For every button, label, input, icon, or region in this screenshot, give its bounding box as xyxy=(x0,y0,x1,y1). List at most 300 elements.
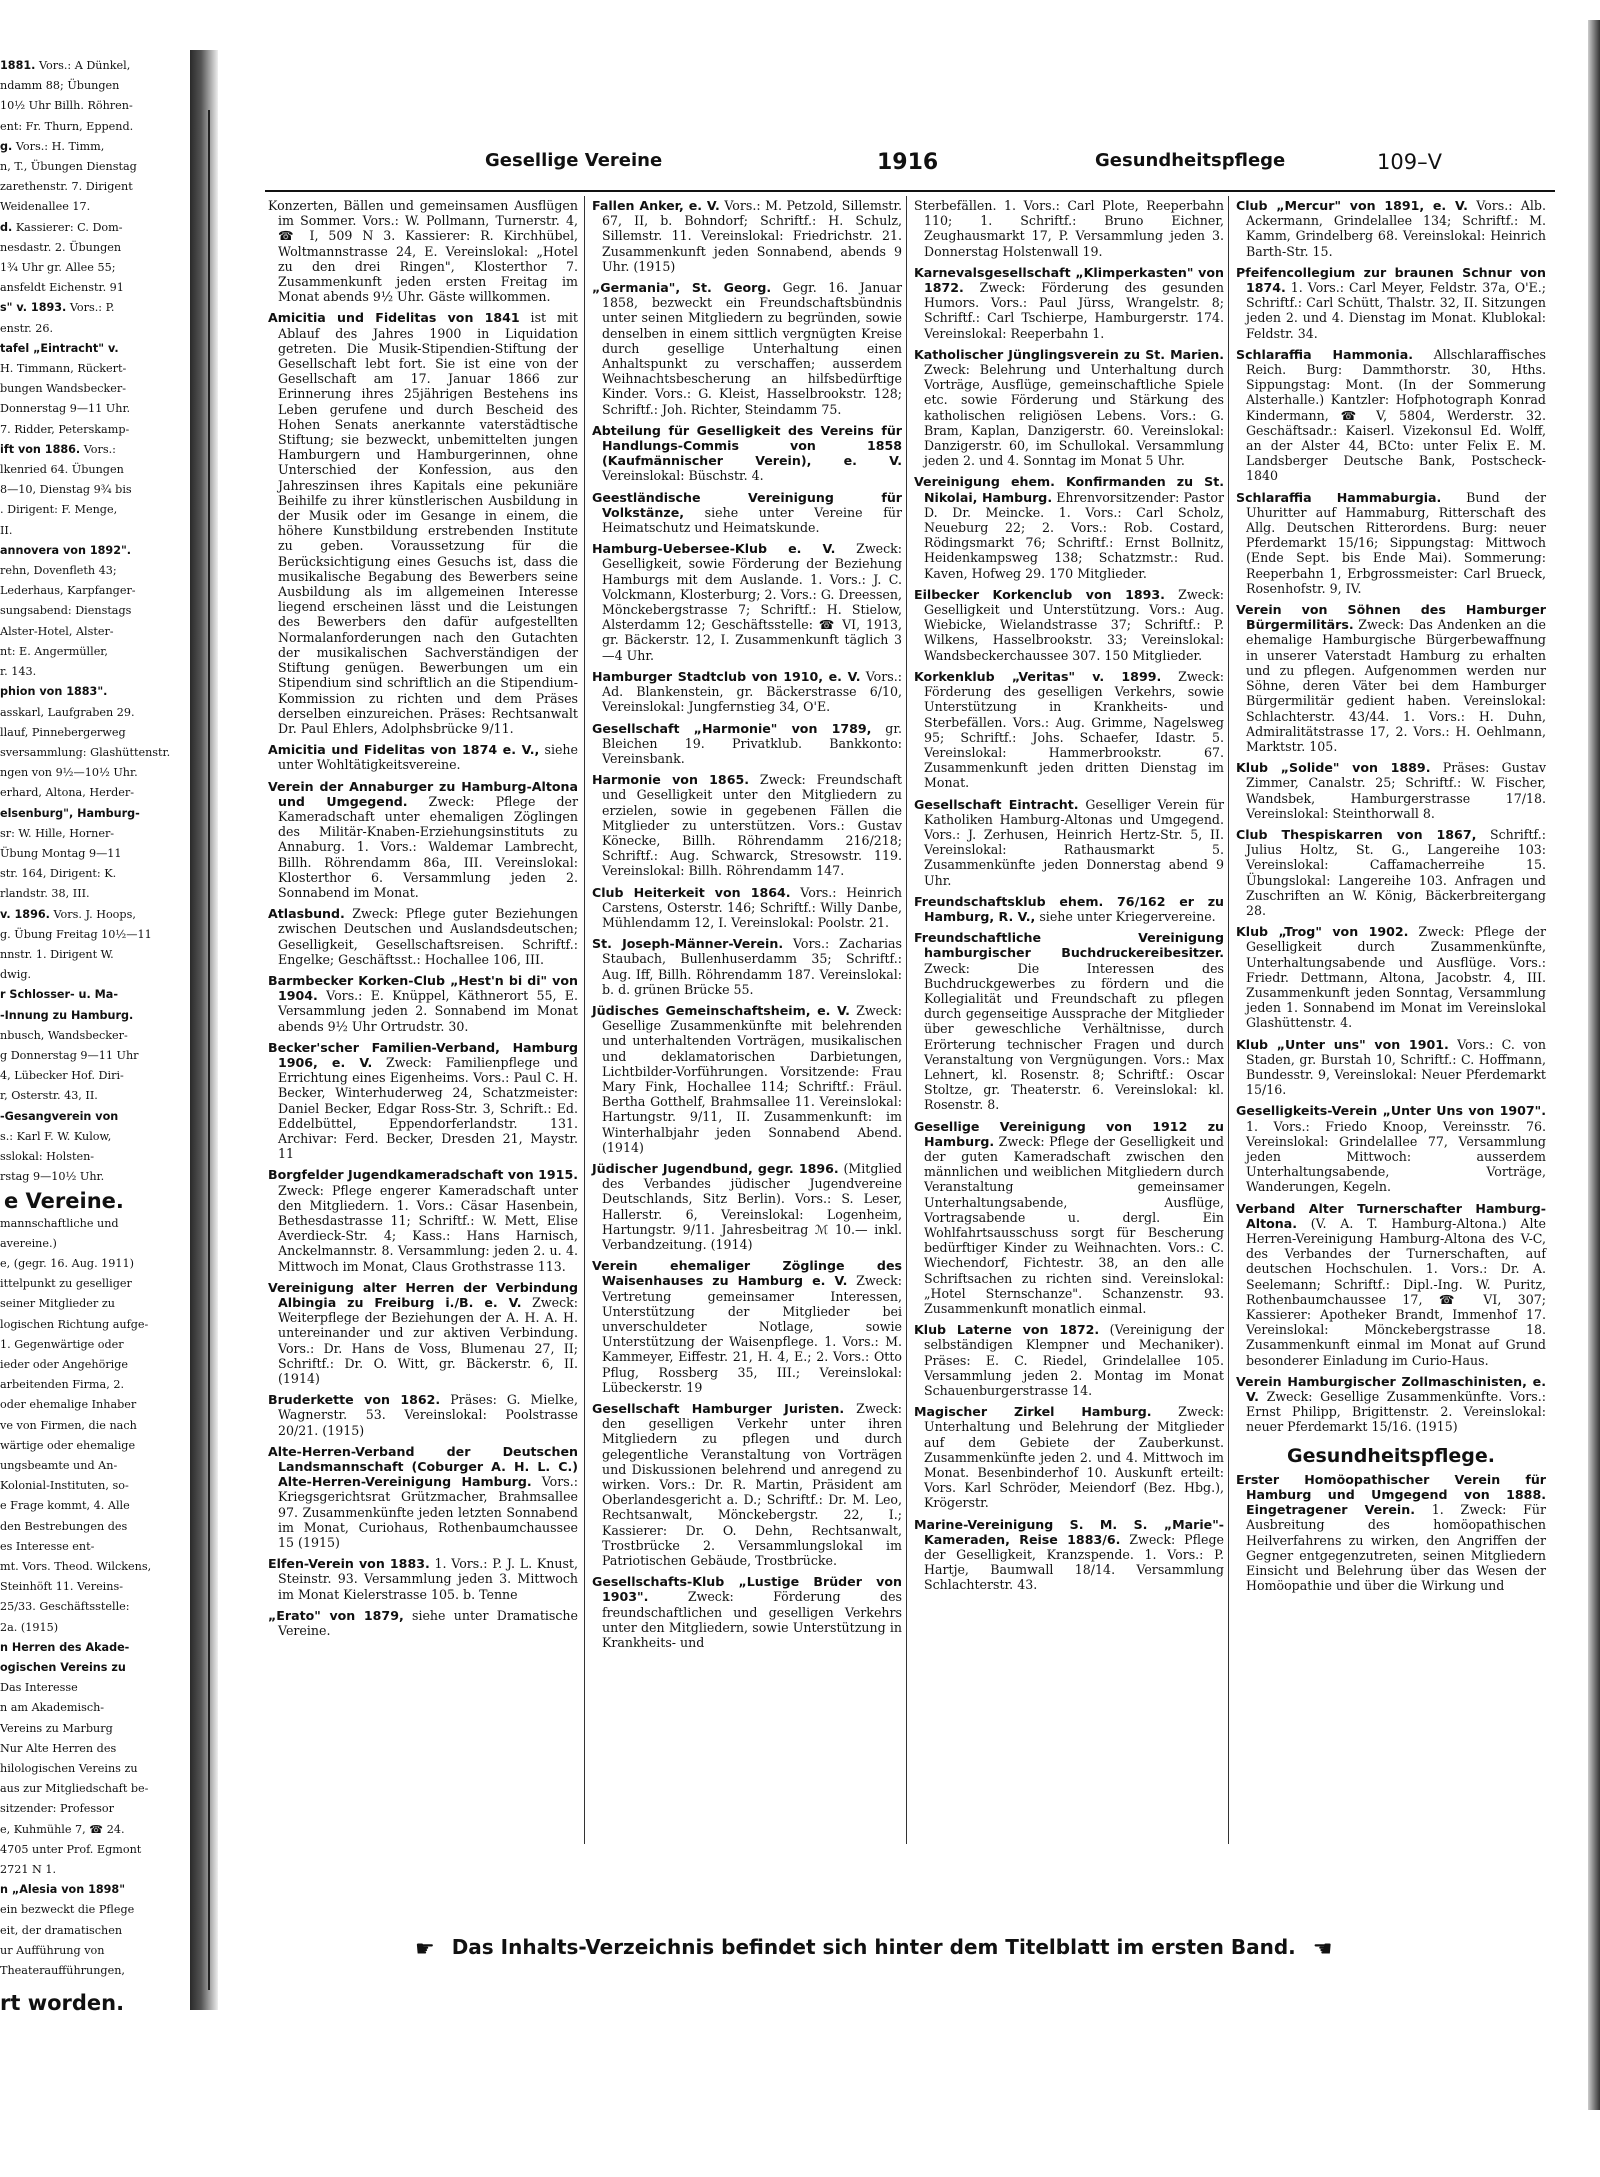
left-page-entries xyxy=(0,58,188,1184)
entry-text: Zweck: Geselligkeit und Unterstützung. Vors.: Aug. Wiebicke, Wielandstrasse 37; Schriftf.: P. Wilkens, Hasselbrookstr. 33; Vereinslokal: Wandsbeckerchaussee 307. 150 Mitglieder. xyxy=(924,586,1224,663)
directory-entry xyxy=(0,806,188,821)
entry-text: enstr. 26. xyxy=(0,321,54,335)
entry-text: hilologischen Vereins zu xyxy=(0,1762,138,1776)
directory-entry xyxy=(0,401,188,416)
directory-entry xyxy=(268,310,578,736)
directory-entry xyxy=(914,894,1224,924)
directory-entry xyxy=(0,866,188,881)
entry-title: Verein Hamburgischer Zollmaschinisten, e. V. xyxy=(1236,1373,1546,1405)
entry-text: Donnerstag 9—11 Uhr. xyxy=(0,402,131,416)
directory-entry xyxy=(1236,1201,1546,1368)
entry-text: Zweck: Gesellige Zusammenkünfte. Vors.: Ernst Philipp, Brigittenstr. 2. Vereinslokal: neuer Pferdemarkt 15/16. (1915) xyxy=(1246,1389,1546,1435)
directory-entry xyxy=(0,220,188,235)
entry-text: nesdastr. 2. Übungen xyxy=(0,240,122,254)
directory-entry xyxy=(0,785,188,800)
entry-title: Eilbecker Korkenclub von 1893. xyxy=(914,586,1165,602)
directory-entry xyxy=(0,967,188,982)
entry-text: ansfeldt Eichenstr. 91 xyxy=(0,281,124,295)
directory-entry xyxy=(0,1068,188,1083)
entry-text: Vors.: Heinrich Carstens, Osterstr. 146; Schriftf.: Willy Danbe, Mühlendamm 12, I. Vereinslokal: Poolstr. 21. xyxy=(602,884,902,930)
entry-text: nnstr. 1. Dirigent W. xyxy=(0,947,114,961)
directory-entry xyxy=(0,1559,188,1574)
entry-text: Zweck: Familienpflege und Errichtung eines Eigenheims. Vors.: Paul C. H. Becker, Winterhuderweg 24, Schatzmeister: Daniel Becker, Edgar Ross-Str. 3, Schrift.: Ed. Eddelbüttel, Eppendorferlandstr. 131. Archivar: Ferd. Becker, Dresden 21, Maystr. 11 xyxy=(278,1054,578,1162)
entry-title: Abteilung für Geselligkeit des Vereins für Handlungs-Commis von 1858 (Kaufmännischer Verein), e. V. xyxy=(592,422,902,469)
directory-entry xyxy=(1236,1103,1546,1194)
entry-text: sr: W. Hille, Horner- xyxy=(0,826,115,840)
entry-text: ent: Fr. Thurn, Eppend. xyxy=(0,119,134,133)
entry-title: St. Joseph-Männer-Verein. xyxy=(592,936,784,952)
directory-entry xyxy=(0,1216,188,1231)
entry-text: II. xyxy=(0,523,13,537)
directory-entry xyxy=(914,1517,1224,1593)
directory-entry xyxy=(1236,198,1546,259)
entry-text: 1. Vors.: Friedo Knoop, Vereinsstr. 76. Vereinslokal: Grindelallee 77, Versammlung jeden Mittwoch: ausserdem Unterhaltungsabende, Vorträge, Wanderungen, Kegeln. xyxy=(1246,1118,1546,1195)
directory-entry xyxy=(592,1161,902,1252)
directory-entry xyxy=(0,1539,188,1554)
entry-title: ogischen Vereins zu xyxy=(0,1661,126,1675)
directory-entry xyxy=(0,1458,188,1473)
entry-text: Weidenallee 17. xyxy=(0,200,91,214)
directory-entry xyxy=(0,1761,188,1776)
directory-entry xyxy=(268,1167,578,1273)
directory-entry xyxy=(268,973,578,1034)
entry-text: siehe unter Vereine für Heimatschutz und Heimatskunde. xyxy=(602,504,902,536)
entry-text: ve von Firmen, die nach xyxy=(0,1418,137,1432)
directory-entry xyxy=(0,1256,188,1271)
entry-text: Allschlaraffisches Reich. Burg: Dammthorstr. 30, Hths. Sippungstag: Mont. (In der Sommerung Alsterhalle.) Kantzler: Hofphotograph Konrad Kindermann, ☎ V, 5804, Werderstr. 32. Geschäftsadr.: Kaiserl. Vizekonsul Ed. Wolff, an der Alster 44, BCto: unter Felix E. M. Landsberger Deutsche Bank, Postscheck- 1840 xyxy=(1246,346,1546,484)
directory-entry xyxy=(914,587,1224,663)
entry-title: Korkenklub „Veritas" v. 1899. xyxy=(914,668,1162,684)
entry-text: Vors.: M. Petzold, Sillemstr. 67, II, b. Bohndorf; Schriftf.: H. Schulz, Sillemstr. 11. Vereinslokal: Friedrichstr. 21. Zusammenkunft jeden Sonnabend, abends 9 Uhr. (1915) xyxy=(602,198,902,274)
entry-text: sversammlung: Glashüttenstr. xyxy=(0,745,171,759)
entry-text: 4705 unter Prof. Egmont xyxy=(0,1842,142,1856)
entry-text: den Bestrebungen des xyxy=(0,1519,128,1533)
directory-entry xyxy=(0,745,188,760)
entry-text: seiner Mitglieder zu xyxy=(0,1297,115,1311)
entry-text: ein bezweckt die Pflege xyxy=(0,1903,135,1917)
entry-title: Bruderkette von 1862. xyxy=(268,1392,441,1408)
directory-entry xyxy=(0,1620,188,1635)
entry-title: 1881. xyxy=(0,59,36,72)
entry-text: Zweck: Geselligkeit, sowie Förderung der Beziehung Hamburgs mit dem Auslande. 1. Vors.: J. C. Volckmann, Klosterburg; 2. Vors.: G. Dreessen, Mönckebergstrasse 7; Schriftf.: H. Stielow, Alsterdamm 12; Geschäftsstelle: ☎ VI, 1913, gr. Bäckerstr. 12, I. Zusammenkunft täglich 3—4 Uhr. xyxy=(602,541,902,663)
directory-entry xyxy=(0,644,188,659)
pointing-hand-right-icon: ☛ xyxy=(415,1937,435,1962)
entry-title: Verband Alter Turnerschafter Hamburg-Altona. xyxy=(1236,1200,1546,1231)
entry-title: tafel „Eintracht" v. xyxy=(0,341,119,355)
directory-entry xyxy=(0,1741,188,1756)
entry-text: g Donnerstag 9—11 Uhr xyxy=(0,1048,139,1062)
entry-text: 8—10, Dienstag 9¾ bis xyxy=(0,483,132,497)
entry-text: s.: Karl F. W. Kulow, xyxy=(0,1129,112,1143)
entry-text: Bund der Uhuritter auf Hammaburg, Ritterschaft des Allg. Deutschen Ritterordens. Burg: neuer Pferdemarkt 15/16; Sippungstag: Mittwoch (Ende Sept. bis Ende Mai). Sommerung: Reeperbahn 1, Erbgrossmeister: Carl Brueck, Rosenhofstr. 9, IV. xyxy=(1246,489,1546,596)
entry-title: n Herren des Akade- xyxy=(0,1640,130,1654)
entry-text: ur Aufführung von xyxy=(0,1943,105,1957)
entry-text: ist mit Ablauf des Jahres 1900 in Liquidation getreten. Die Musik-Stipendien-Stiftung der Gesellschaft lebt fort. Sie ist eine von der Gesellschaft am 17. Januar 1866 zur Erinnerung ihres 25jährigen Bestehens ins Leben gerufene und durch Bescheid des Hohen Senats anerkannte vaterstädtische Stiftung; sie bezweckt, unbemittelten jungen Hamburgern und Hamburgerinnen, ohne Unterschied der Konfession, aus den Jahreszinsen ihres Kapitals eine pekuniäre Beihilfe zu ihrer künstlerischen Ausbildung in der Musik oder im Gesange in einem, die höhere Kunstbildung erstrebenden Institute zu geben. Voraussetzung für die Berücksichtigung eines Gesuchs ist, dass die musikalische Begabung des Bewerbers seine Ausbildung als im allgemeinen Interesse liegend erscheinen lässt und die Leistungen des Bewerbers den dafür aufgestellten Normalanforderungen nach den Gutachten der musikalischen Sachverständigen der Stiftung genügen. Bewerbungen um ein Stipendium sind schriftlich an die Stipendium-Kommission zu richten und dem Präses derselben einzureichen. Präses: Rechtsanwalt Dr. Paul Ehlers, Adolphsbrücke 9/11. xyxy=(278,310,578,736)
directory-entry xyxy=(0,765,188,780)
entry-text: llauf, Pinnebergerweg xyxy=(0,725,126,739)
directory-entry xyxy=(0,462,188,477)
directory-entry xyxy=(0,725,188,740)
entry-text: lkenried 64. Übungen xyxy=(0,463,124,477)
entry-title: Hamburg-Uebersee-Klub e. V. xyxy=(592,541,836,557)
directory-entry xyxy=(0,321,188,336)
entry-text: Vors.: Zacharias Staubach, Bullenhuserdamm 35; Schriftf.: Aug. Iff, Billh. Röhrendamm 187. Vereinslokal: b. d. grünen Brücke 55. xyxy=(602,936,902,997)
entry-title: Vereinigung ehem. Konfirmanden zu St. Nikolai, Hamburg. xyxy=(914,474,1224,505)
entry-text: Vors.: Kriegsgerichtsrat Grützmacher, Brahmsallee 97. Zusammenkünfte jeden letzten Sonnabend im Monat, Curiohaus, Rothenbaumchaussee 15 (1915) xyxy=(278,1474,578,1551)
entry-title: Klub „Trog" von 1902. xyxy=(1236,924,1409,940)
entry-title: Jüdisches Gemeinschaftsheim, e. V. xyxy=(592,1002,850,1018)
entry-title: Amicitia und Fidelitas von 1841 xyxy=(268,310,520,326)
entry-text: 25/33. Geschäftsstelle: xyxy=(0,1600,130,1614)
entry-text: Gegr. 16. Januar 1858, bezweckt ein Freundschaftsbündnis unter seinen Mitgliedern zu begründen, sowie denselben in einem sittlich vergnügten Kreise durch gesellige Unterhaltung einen Anhaltspunkt zu verschaffen; ausserdem Weihnachtsbescherung an hilfsbedürftige Kinder. Vors.: G. Kleist, Hasselbrookstr. 128; Schriftf.: Joh. Richter, Steindamm 75. xyxy=(602,280,902,417)
entry-text: n am Akademisch- xyxy=(0,1701,105,1715)
entry-text: 4, Lübecker Hof. Diri- xyxy=(0,1069,124,1083)
directory-entry xyxy=(0,240,188,255)
directory-entry xyxy=(0,987,188,1002)
entry-text: 7. Ridder, Peterskamp- xyxy=(0,422,130,436)
directory-entry xyxy=(1236,760,1546,821)
directory-entry xyxy=(914,930,1224,1112)
entry-title: r Schlosser- u. Ma- xyxy=(0,988,118,1002)
directory-entry xyxy=(0,583,188,598)
directory-entry xyxy=(1236,490,1546,596)
directory-entry xyxy=(592,1574,902,1650)
entry-text: r, Osterstr. 43, II. xyxy=(0,1089,98,1103)
entry-title: „Germania", St. Georg. xyxy=(592,280,772,296)
directory-entry xyxy=(0,1236,188,1251)
entry-text: Zweck: Förderung des geselligen Verkehrs, sowie Unterstützung in Krankheits- und Sterbefällen. Vors.: Aug. Grimme, Nagelsweg 95; Schriftf.: Johs. Schaefer, Idastr. 5. Vereinslokal: Hammerbrookstr. 67. Zusammenkunft jeden dritten Dienstag im Monat. xyxy=(924,668,1224,791)
directory-entry xyxy=(0,1943,188,1958)
entry-text: Vors.: E. Knüppel, Käthnerort 55, E. Versammlung jeden 2. Sonnabend im Monat abends 9½ Uhr Ortrudstr. 30. xyxy=(278,988,578,1034)
entry-text: rstag 9—10½ Uhr. xyxy=(0,1170,105,1184)
directory-entry xyxy=(0,482,188,497)
entry-text: Vors.: C. von Staden, gr. Burstah 10, Schriftf.: C. Hoffmann, Bundesstr. 9, Vereinslokal: Neuer Pferdemarkt 15/16. xyxy=(1246,1036,1546,1098)
directory-entry xyxy=(268,779,578,901)
directory-entry xyxy=(0,1519,188,1534)
directory-entry xyxy=(0,846,188,861)
directory-entry xyxy=(0,1028,188,1043)
directory-entry xyxy=(0,1478,188,1493)
entry-text: siehe unter Dramatische Vereine. xyxy=(278,1607,578,1639)
entry-text: siehe unter Wohltätigkeitsvereine. xyxy=(278,742,578,773)
entry-text: avereine.) xyxy=(0,1236,57,1250)
directory-entry xyxy=(592,721,902,767)
entry-title: Klub „Solide" von 1889. xyxy=(1236,760,1431,776)
directory-entry xyxy=(0,98,188,113)
entry-text: Zweck: Pflege der Geselligkeit und der guten Kameradschaft zwischen den männlichen und weiblichen Mitgliedern durch Veranstaltung gemeinsamer Unterhaltungsabende, Ausflüge, Vortragsabende u. dergl. Ein Wohlfahrtsausschuss sorgt für Bescherung bedürftiger Kinder zu Weihnachten. Vors.: C. Wiechendorf, Fichtestr. 38, an den alle Schriftsachen zu richten sind. Vereinslokal: „Hotel Sternschanze". Schanzenstr. 93. Zusammenkunft monatlich einmal. xyxy=(924,1133,1224,1317)
entry-title: Elfen-Verein von 1883. xyxy=(268,1556,430,1572)
page-header xyxy=(265,150,1555,180)
entry-text: Zweck: Vertretung gemeinsamer Interessen, Unterstützung der Mitglieder bei unverschuldeter Notlage, sowie Unterstützung der Waisenpflege. 1. Vors.: M. Kammeyer, Eiffestr. 21, H. 4, E.; 2. Vors.: Otto Pflug, Rossberg 35, III.; Vereinslokal: Lübeckerstr. 19 xyxy=(602,1273,903,1395)
entry-text: Präses: G. Mielke, Wagnerstr. 53. Vereinslokal: Poolstrasse 20/21. (1915) xyxy=(278,1392,578,1438)
entry-text: g. Übung Freitag 10½—11 xyxy=(0,927,152,941)
entry-text: H. Timmann, Rückert- xyxy=(0,362,127,376)
directory-entry xyxy=(0,705,188,720)
entry-title: Freundschaftsklub ehem. 76/162 er zu Hamburg, R. V., xyxy=(914,893,1224,924)
column-divider xyxy=(906,196,907,1844)
entry-text: Vors.: A Dünkel, xyxy=(35,59,131,72)
directory-entry xyxy=(0,1599,188,1614)
directory-entry xyxy=(592,772,902,878)
directory-entry xyxy=(914,1119,1224,1317)
entry-title: Barmbecker Korken-Club „Hest'n bi di" von 1904. xyxy=(268,972,578,1004)
entry-title: Harmonie von 1865. xyxy=(592,772,749,788)
entry-text: sungsabend: Dienstags xyxy=(0,604,132,618)
page-footer xyxy=(405,1935,1505,1965)
entry-title: Vereinigung alter Herren der Verbindung Albingia zu Freiburg i./B. e. V. xyxy=(268,1279,578,1311)
entry-text: Vors. J. Hoops, xyxy=(49,907,136,921)
entry-title: Pfeifencollegium zur braunen Schnur von 1874. xyxy=(1236,264,1546,296)
entry-text: Vereinslokal: Büschstr. 4. xyxy=(602,468,764,484)
entry-title: ift von 1886. xyxy=(0,442,81,456)
text-column-4 xyxy=(1236,198,1546,1853)
directory-entry xyxy=(268,1444,578,1550)
entry-text: Geselliger Verein für Katholiken Hamburg-Altonas und Umgegend. Vors.: J. Zerhusen, Heinrich Hertz-Str. 5, II. Vereinslokal: Rathausmarkt 5. Zusammenkünfte jeden Donnerstag abend 9 Uhr. xyxy=(924,796,1224,888)
directory-entry xyxy=(592,1401,902,1568)
entry-text: Das Interesse xyxy=(0,1681,78,1695)
entry-text: Zweck: Weiterpflege der Beziehungen der A. H. A. H. untereinander und zur aktiven Verbindung. Vors.: Dr. Hans de Voss, Blumenau 27, II; Schriftf.: Dr. O. Witt, gr. Bäckerstr. 6, II. (1914) xyxy=(278,1295,578,1387)
entry-text: Steinhöft 11. Vereins- xyxy=(0,1580,123,1594)
entry-text: nbusch, Wandsbecker- xyxy=(0,1028,128,1042)
entry-text: Zweck: Förderung des freundschaftlichen und geselligen Verkehrs unter den Mitgliedern, sowie Unterstützung in Krankheits- und xyxy=(602,1589,902,1651)
page-number: 109–V xyxy=(1377,150,1442,174)
directory-entry xyxy=(0,1660,188,1675)
directory-entry xyxy=(0,1008,188,1023)
directory-entry xyxy=(0,1801,188,1816)
entry-title: v. 1896. xyxy=(0,907,50,921)
directory-entry xyxy=(0,300,188,315)
entry-text: r. 143. xyxy=(0,665,37,679)
entry-text: Kolonial-Instituten, so- xyxy=(0,1479,129,1493)
directory-entry xyxy=(1236,265,1546,341)
text-column-1 xyxy=(268,198,578,1853)
entry-text: 2721 N 1. xyxy=(0,1863,57,1877)
entry-text: (Vereinigung der selbständigen Klempner und Mechaniker). Präses: E. C. Riedel, Grindelallee 105. Versammlung jeden 2. Montag im Monat Schauenburgerstrasse 14. xyxy=(924,1322,1224,1399)
entry-text: oder ehemalige Inhaber xyxy=(0,1398,137,1412)
footer-note: Das Inhalts-Verzeichnis befindet sich hinter dem Titelblatt im ersten Band. xyxy=(451,1935,1296,1959)
column-divider xyxy=(1228,196,1229,1844)
directory-entry xyxy=(914,1404,1224,1510)
directory-entry xyxy=(592,198,902,274)
entry-title: -Innung zu Hamburg. xyxy=(0,1008,134,1022)
directory-entry xyxy=(914,198,1224,259)
entry-title: Marine-Vereinigung S. M. S. „Marie"-Kameraden, Reise 1883/6. xyxy=(914,1516,1224,1547)
entry-title: Klub „Unter uns" von 1901. xyxy=(1236,1036,1449,1052)
directory-entry xyxy=(0,603,188,618)
entry-text: Vors.: H. Timm, xyxy=(12,139,105,153)
entry-title: n „Alesia von 1898" xyxy=(0,1883,126,1897)
entry-text: ndamm 88; Übungen xyxy=(0,79,120,93)
directory-entry xyxy=(0,1862,188,1877)
entry-text: str. 164, Dirigent: K. xyxy=(0,867,117,881)
directory-entry xyxy=(0,1882,188,1897)
entry-text: (Mitglied des Verbandes jüdischer Jugendvereine Deutschlands, Sitz Berlin). Vors.: S. Leser, Hallerstr. 6, Vereinslokal: Logenheim, Hartungstr. 9/11. Jahresbeitrag ℳ 10.— inkl. Verbandzeitung. (1914) xyxy=(602,1160,902,1252)
entry-text: rlandstr. 38, III. xyxy=(0,887,90,901)
entry-text: siehe unter Kriegervereine. xyxy=(1035,908,1216,924)
directory-entry xyxy=(1236,347,1546,484)
entry-title: Amicitia und Fidelitas von 1874 e. V., xyxy=(268,742,540,758)
directory-entry xyxy=(0,1963,188,1978)
directory-entry xyxy=(0,502,188,517)
directory-entry xyxy=(0,624,188,639)
directory-entry xyxy=(914,474,1224,580)
entry-text: eit, der dramatischen xyxy=(0,1923,123,1937)
entry-text: Zweck: Pflege engerer Kameradschaft unter den Mitgliedern. 1. Vors.: Cäsar Hasenbein, Bethesdastrasse 11; Schriftf.: W. Mett, Elise Averdieck-Str. 4; Kass.: Hans Harnisch, Anckelmannstr. 8. Versammlung: jeden 2. u. 4. Mittwoch im Monat, Claus Grothstrasse 113. xyxy=(278,1182,578,1274)
header-left-title: Gesellige Vereine xyxy=(485,150,663,171)
text-column-3 xyxy=(914,198,1224,1853)
directory-entry xyxy=(592,1003,902,1155)
directory-entry xyxy=(0,927,188,942)
directory-entry xyxy=(0,1498,188,1513)
directory-entry xyxy=(0,442,188,457)
entry-title: Freundschaftliche Vereinigung hamburgischer Buchdruckereibesitzer. xyxy=(914,930,1224,961)
entry-title: Katholischer Jünglingsverein zu St. Marien. xyxy=(914,346,1224,362)
entry-title: phion von 1883". xyxy=(0,685,108,699)
entry-text: Zweck: Pflege der Geselligkeit durch Zusammenkünfte, Unterhaltungsabende und Ausflüge. Vors.: Friedr. Dettmann, Altona, Jacobstr. 4, III. Zusammenkunft jeden Sonntag, Versammlung jeden 1. Sonnabend im Monat im Vereinslokal Glashüttenstr. 4. xyxy=(1246,924,1546,1031)
directory-entry xyxy=(0,1579,188,1594)
entry-text: sslokal: Holsten- xyxy=(0,1149,95,1163)
entry-title: Club Heiterkeit von 1864. xyxy=(592,884,791,900)
directory-entry xyxy=(0,58,188,73)
directory-entry xyxy=(0,1721,188,1736)
entry-title: Verein von Söhnen des Hamburger Bürgermilitärs. xyxy=(1236,602,1546,633)
entry-title: Gesellschaft „Harmonie" von 1789, xyxy=(592,720,872,736)
entry-text: Zweck: Freundschaft und Geselligkeit unter den Mitgliedern zu erzielen, sowie in gegebenen Fällen die Mitglieder zu unterstützen. Vors.: Gustav Könecke, Billh. Röhrendamm 216/218; Schriftf.: Aug. Schwarck, Stresowstr. 119. Vereinslokal: Billh. Röhrendamm 147. xyxy=(602,772,902,879)
directory-entry xyxy=(0,1129,188,1144)
entry-title: Becker'scher Familien-Verband, Hamburg 1906, e. V. xyxy=(268,1039,578,1070)
entry-title: Gesellschaft Hamburger Juristen. xyxy=(592,1401,845,1417)
entry-text: Zweck: Gesellige Zusammenkünfte mit belehrenden und unterhaltenden Vorträgen, musikalischen und deklamatorischen Darbietungen, Lichtbilder-Vorführungen. Vorsitzende: Frau Mary Fink, Hochallee 114; Schriftf.: Fräul. Bertha Gotthelf, Brahmsallee 11. Vereinslokal: Hartungstr. 9/11, II. Zusammenkunft: im Winterhalbjahr jeden Sonnabend Abend. (1914) xyxy=(602,1002,902,1155)
pointing-hand-left-icon: ☚ xyxy=(1312,1937,1333,1962)
entry-text: Zweck: Pflege der Geselligkeit, Kranzspende. 1. Vors.: P. Hartje, Baumwall 18/14. Versammlung Schlachterstr. 43. xyxy=(924,1531,1225,1593)
directory-entry xyxy=(0,684,188,699)
entry-title: Verein ehemaliger Zöglinge des Waisenhauses zu Hamburg e. V. xyxy=(592,1258,902,1289)
directory-entry xyxy=(0,563,188,578)
directory-entry xyxy=(1236,827,1546,918)
entry-title: Karnevalsgesellschaft „Klimperkasten" von 1872. xyxy=(914,264,1224,296)
entry-text: e, (gegr. 16. Aug. 1911) xyxy=(0,1256,135,1270)
directory-entry xyxy=(268,1280,578,1386)
entry-text: Schriftf.: Julius Holtz, St. G., Langereihe 103: Vereinslokal: Caffamacherreihe 15. Übungslokal: Langereihe 103. Anfragen und Zuschriften an W. König, Bäckerbreitergang 28. xyxy=(1246,826,1546,918)
directory-entry xyxy=(0,361,188,376)
entry-text: zarethenstr. 7. Dirigent xyxy=(0,180,133,194)
entry-text: Zweck: Pflege guter Beziehungen zwischen Deutschen und Auslandsdeutschen; Geselligkeit, Gesellschaftsreisen. Schriftf.: Engelke; Geschäftsst.: Hochallee 106, III. xyxy=(278,906,578,967)
directory-entry xyxy=(0,1700,188,1715)
directory-entry xyxy=(0,179,188,194)
directory-entry xyxy=(914,1322,1224,1398)
directory-entry xyxy=(0,826,188,841)
directory-entry xyxy=(0,907,188,922)
directory-entry xyxy=(0,1357,188,1372)
directory-entry xyxy=(0,1397,188,1412)
left-section-title: e Vereine. xyxy=(4,1189,124,1214)
entry-text: Zweck: Die Interessen des Buchdruckgewerbes zu fördern und die Kollegialität und Freundschaft zu pflegen durch gegenseitige Aussprache der Mitglieder über geweschliche Verhältnisse, durch Erörterung technischer Fragen und durch Veranstaltung von Vergnügungen. Vors.: Max Lehnert, kl. Rosenstr. 8; Schriftf.: Oscar Stoltze, gr. Theaterstr. 6. Vereinslokal: kl. Rosenstr. 8. xyxy=(924,960,1224,1113)
directory-entry xyxy=(592,885,902,931)
directory-entry xyxy=(914,797,1224,888)
entry-text: ungsbeamte und An- xyxy=(0,1459,118,1473)
directory-entry xyxy=(0,422,188,437)
entry-title: -Gesangverein von xyxy=(0,1109,119,1123)
directory-entry xyxy=(268,742,578,772)
directory-entry xyxy=(0,1680,188,1695)
entry-text: Übung Montag 9—11 xyxy=(0,846,122,860)
entry-text: Theateraufführungen, xyxy=(0,1964,125,1978)
entry-text: Alster-Hotel, Alster- xyxy=(0,624,114,638)
directory-entry xyxy=(914,347,1224,469)
directory-entry xyxy=(0,947,188,962)
entry-text: Zweck: Belehrung und Unterhaltung durch Vorträge, Ausflüge, gemeinschaftliche Spiele etc. sowie Förderung und Stärkung des katholischen religiösen Lebens. Vors.: G. Bram, Kaplan, Danzigerstr. 60. Vereinslokal: Danzigerstr. 60, im Schullokal. Versammlung jeden 2. und 4. Sonntag im Monat 5 Uhr. xyxy=(924,362,1224,469)
entry-title: Club Thespiskarren von 1867, xyxy=(1236,826,1477,842)
entry-text: n, T., Übungen Dienstag xyxy=(0,160,137,174)
directory-entry xyxy=(0,1296,188,1311)
directory-entry xyxy=(592,423,902,484)
left-page-fragment xyxy=(0,58,188,2016)
entry-title: „Erato" von 1879, xyxy=(268,1607,404,1623)
entry-title: Atlasbund. xyxy=(268,906,345,922)
entry-text: 1¾ Uhr gr. Allee 55; xyxy=(0,261,116,275)
directory-entry xyxy=(0,1902,188,1917)
entry-text: Nur Alte Herren des xyxy=(0,1741,117,1755)
header-right-title: Gesundheitspflege xyxy=(1095,150,1286,171)
entry-title: d. xyxy=(0,220,13,234)
entry-text: 1. Zweck: Für Ausbreitung des homöopathischen Heilverfahrens zu wirken, den Angriffen der Gegner entgegenzutreten, seinen Mitgliedern Einsicht und Belehrung über das Wesen der Homöopathie und über die Wirkung und xyxy=(1246,1502,1546,1594)
directory-entry xyxy=(0,1088,188,1103)
entry-text: aus zur Mitgliedschaft be- xyxy=(0,1782,149,1796)
directory-entry xyxy=(592,1258,902,1395)
entry-text: Vors.: xyxy=(80,442,116,456)
directory-entry xyxy=(1236,1037,1546,1098)
entry-text: 1. Gegenwärtige oder xyxy=(0,1337,124,1351)
left-page-closing: rt worden. xyxy=(0,1991,125,2016)
entry-title: Borgfelder Jugendkameradschaft von 1915. xyxy=(268,1167,578,1183)
directory-entry xyxy=(268,1392,578,1438)
directory-entry xyxy=(0,664,188,679)
section-heading: Gesundheitspflege. xyxy=(1286,1444,1496,1467)
entry-title: Gesellige Vereinigung von 1912 zu Hamburg. xyxy=(914,1118,1224,1149)
directory-entry xyxy=(0,139,188,154)
entry-text: Zweck: Pflege der Kameradschaft unter ehemaligen Zöglingen des Militär-Knaben-Erziehungsinstituts zu Annaburg. 1. Vors.: Waldemar Lambrecht, Billh. Röhrendamm 86a, III. Vereinslokal: Klosterthor 6. Versammlung jeden 2. Sonnabend im Monat. xyxy=(278,793,578,900)
entry-text: Zweck: Unterhaltung und Belehrung der Mitglieder auf dem Gebiete der Zauberkunst. Zusammenkünfte jeden 2. und 4. Mittwoch im Monat. Besenbinderhof 10. Auskunft erteilt: Vors. Karl Schröder, Meiendorf (Bez. Hbg.), Krögerstr. xyxy=(924,1404,1224,1511)
directory-entry xyxy=(268,1040,578,1162)
directory-entry xyxy=(0,1337,188,1352)
directory-entry xyxy=(0,199,188,214)
book-gutter xyxy=(190,50,218,2010)
entry-text: ittelpunkt zu geselliger xyxy=(0,1277,132,1291)
directory-entry xyxy=(1236,1374,1546,1435)
entry-text: rehn, Dovenfleth 43; xyxy=(0,564,117,578)
entry-text: Ehrenvorsitzender: Pastor D. Dr. Meincke. 1. Vors.: Carl Scholz, Neueburg 22; 2. Vors.: Rob. Costard, Rödingsmarkt 76; Schriftf.: Ernst Bollnitz, Heidenkampsweg 138; Schatzmstr.: Rud. Kaven, Hofweg 29. 170 Mitglieder. xyxy=(924,489,1224,581)
entry-title: Geestländische Vereinigung für Volkstänze, xyxy=(592,489,902,520)
entry-text: erhard, Altona, Herder- xyxy=(0,786,134,800)
entry-title: Magischer Zirkel Hamburg. xyxy=(914,1404,1152,1420)
directory-entry xyxy=(0,543,188,558)
entry-text: mannschaftliche und xyxy=(0,1216,119,1230)
directory-entry xyxy=(0,1418,188,1433)
entry-text: mt. Vors. Theod. Wilckens, xyxy=(0,1560,152,1574)
entry-text: . Dirigent: F. Menge, xyxy=(0,503,118,517)
entry-text: (V. A. T. Hamburg-Altona.) Alte Herren-Vereinigung Hamburg-Altona des V-C, des Verbandes der Turnerschaften, auf deutschen Hochschulen. 1. Vors.: Dr. A. Seelemann; Schriftf.: Dipl.-Ing. W. Puritz, Rothenbaumchaussee 17, ☎ VI, 307; Kassierer: Apotheker Brandt, Immenhof 17. Vereinslokal: Mönckebergstrasse 18. Zusammenkunft einmal im Monat auf Grund besonderer Einladung im Curio-Haus. xyxy=(1246,1215,1546,1368)
entry-text: Lederhaus, Karpfanger- xyxy=(0,584,136,598)
entry-title: annovera von 1892". xyxy=(0,543,132,557)
gutter-line xyxy=(208,110,210,1990)
entry-title: s" v. 1893. xyxy=(0,301,67,315)
entry-text: 1. Vors.: Carl Meyer, Feldstr. 37a, O'E.; Schriftf.: Carl Schütt, Thalstr. 32, II. Sitzungen jeden 2. und 4. Dienstag im Monat. Klublokal: Feldstr. 34. xyxy=(1246,280,1546,341)
entry-text: Kassierer: C. Dom- xyxy=(12,220,123,234)
directory-entry xyxy=(1236,602,1546,754)
entry-text: ieder oder Angehörige xyxy=(0,1358,129,1371)
directory-entry xyxy=(0,1822,188,1837)
entry-title: Klub Laterne von 1872. xyxy=(914,1322,1100,1338)
